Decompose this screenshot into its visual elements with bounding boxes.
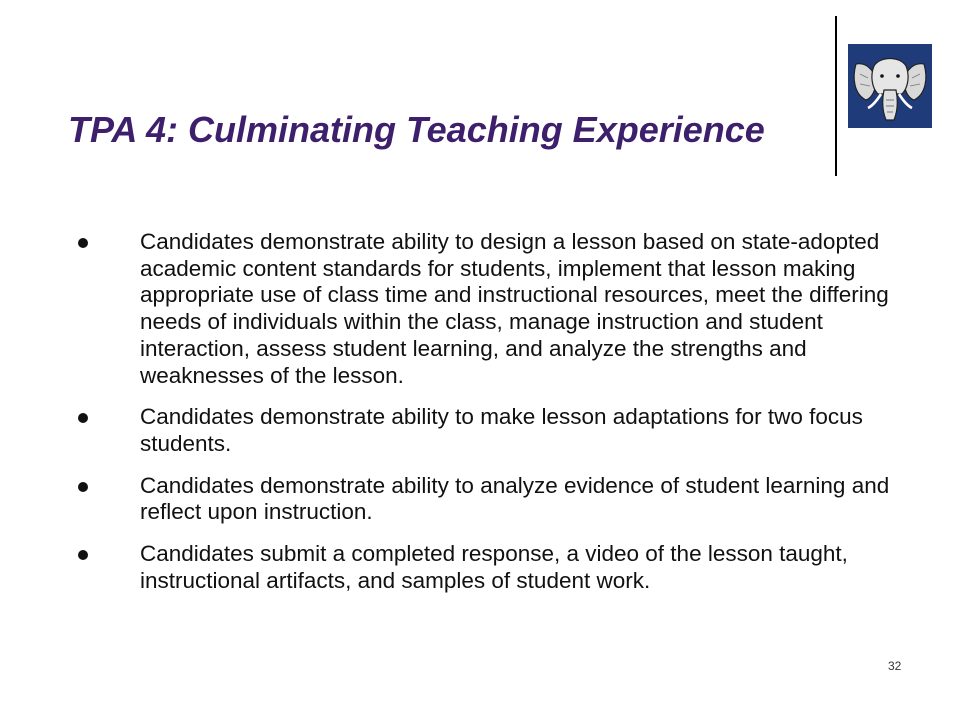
elephant-logo-icon bbox=[848, 44, 932, 128]
divider-line bbox=[835, 16, 837, 176]
slide-title: TPA 4: Culminating Teaching Experience bbox=[68, 109, 765, 150]
bullet-text: Candidates submit a completed response, a video of the lesson taught, instructional artifacts, and samples of student work. bbox=[140, 541, 848, 593]
bullet-dot-icon bbox=[78, 550, 88, 560]
bullet-list bbox=[0, 229, 910, 594]
bullet-item bbox=[0, 541, 910, 594]
bullet-dot-icon bbox=[78, 413, 88, 423]
bullet-text: Candidates demonstrate ability to design a lesson based on state-adopted academic content standards for students, implement that lesson making appropriate use of class time and instructional resources, meet the differing needs of individuals within the class, manage instruction and student interaction, assess student learning, and analyze the strengths and weaknesses of the lesson. bbox=[140, 229, 889, 388]
bullet-text: Candidates demonstrate ability to make lesson adaptations for two focus students. bbox=[140, 404, 863, 456]
bullet-item bbox=[0, 229, 910, 389]
bullet-dot-icon bbox=[78, 238, 88, 248]
bullet-dot-icon bbox=[78, 482, 88, 492]
bullet-item bbox=[0, 404, 910, 457]
bullet-item bbox=[0, 473, 910, 526]
page-number: 32 bbox=[888, 659, 902, 673]
bullet-text: Candidates demonstrate ability to analyze evidence of student learning and reflect upon instruction. bbox=[140, 472, 890, 525]
